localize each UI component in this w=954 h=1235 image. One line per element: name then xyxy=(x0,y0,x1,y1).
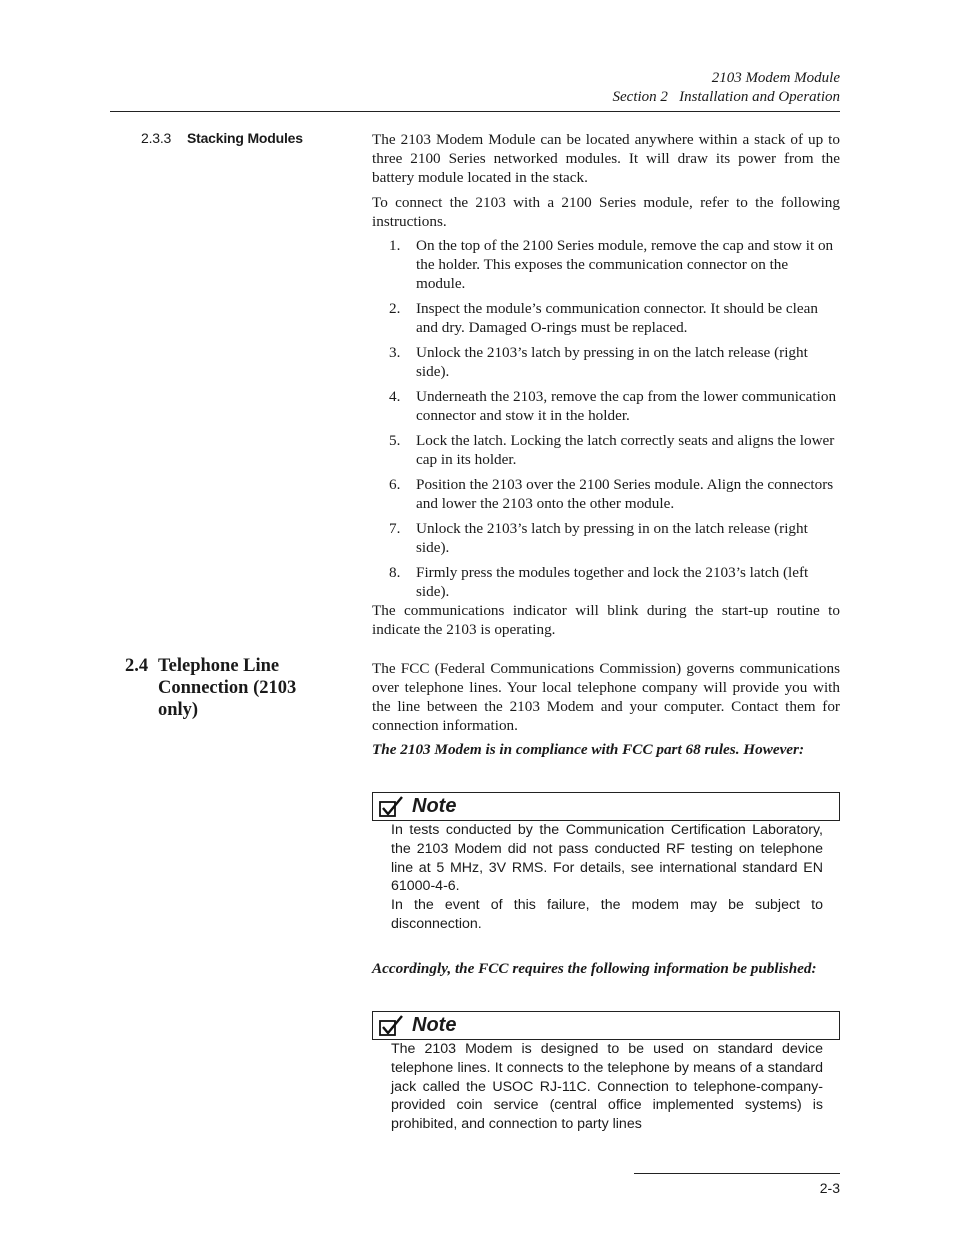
step-text: On the top of the 2100 Series module, remove the cap and stow it on the holder. This exposes the communication connector on the module. xyxy=(416,237,834,292)
list-item xyxy=(389,299,841,337)
note-content xyxy=(391,1040,823,1134)
step-number: 7. xyxy=(389,520,401,537)
header-section-title: Section 2 Installation and Operation xyxy=(612,89,840,105)
paragraph-text: The communications indicator will blink during the start-up routine to indicate the 2103 is operating. xyxy=(372,602,840,638)
step-number: 1. xyxy=(389,237,401,254)
running-header xyxy=(613,69,840,107)
note-paragraph: The 2103 Modem is designed to be used on standard device telephone lines. It connects to the telephone by means of a standard jack called the USOC RJ-11C. Connection to telephone-company-provided coin service (central office implemented systems) is prohibited, and connection to party lines xyxy=(391,1041,823,1133)
subsection-number: 2.3.3 xyxy=(141,130,172,146)
list-item xyxy=(389,519,841,557)
paragraph-text: The FCC (Federal Communications Commission) governs communications over telephone lines. Your local telephone company will provide you with the line between the 2103 Modem and your computer. Contact them for connection information. xyxy=(372,660,840,734)
paragraph-text: To connect the 2103 with a 2100 Series module, refer to the following instructions. xyxy=(372,194,840,230)
list-item xyxy=(389,343,841,381)
step-number: 3. xyxy=(389,344,401,361)
section-heading-telephone-line xyxy=(125,655,330,721)
step-number: 5. xyxy=(389,432,401,449)
list-item xyxy=(389,431,841,469)
page-number: 2-3 xyxy=(819,1180,840,1196)
paragraph-text: The 2103 Modem Module can be located anywhere within a stack of up to three 2100 Series networked modules. It will draw its power from the battery module located in the stack. xyxy=(372,131,840,186)
list-item xyxy=(389,475,841,513)
fcc-intro-paragraph xyxy=(372,659,840,735)
checkbox-check-icon xyxy=(378,796,404,818)
step-number: 8. xyxy=(389,564,401,581)
note-box xyxy=(372,792,840,821)
step-text: Firmly press the modules together and lock the 2103’s latch (left side). xyxy=(416,564,809,600)
note-paragraph: In tests conducted by the Communication Certification Laboratory, the 2103 Modem did not pass conducted RF testing on telephone line at 5 MHz, 3V RMS. For details, see international standard EN 61000-4-6. xyxy=(391,822,823,895)
list-item xyxy=(389,236,841,293)
step-text: Unlock the 2103’s latch by pressing in on the latch release (right side). xyxy=(416,520,808,556)
footer-divider xyxy=(634,1173,840,1174)
indicator-paragraph xyxy=(372,601,840,639)
list-item xyxy=(389,563,841,601)
section-title: Telephone Line Connection (2103 only) xyxy=(158,656,297,720)
section-number: 2.4 xyxy=(125,656,149,676)
step-text: Position the 2103 over the 2100 Series module. Align the connectors and lower the 2103 onto the other module. xyxy=(416,476,834,512)
note-paragraph: In the event of this failure, the modem may be subject to disconnection. xyxy=(391,897,823,932)
stacking-instructions-intro xyxy=(372,193,840,231)
note-box xyxy=(372,1011,840,1040)
step-text: Underneath the 2103, remove the cap from the lower communication connector and stow it in the holder. xyxy=(416,388,837,424)
header-divider xyxy=(110,111,840,112)
step-text: Lock the latch. Locking the latch correctly seats and aligns the lower cap in its holder. xyxy=(416,432,835,468)
step-number: 2. xyxy=(389,300,401,317)
step-number: 6. xyxy=(389,476,401,493)
step-number: 4. xyxy=(389,388,401,405)
fcc-compliance-statement xyxy=(372,740,840,759)
paragraph-text: Accordingly, the FCC requires the following information be published: xyxy=(372,960,817,977)
note-content xyxy=(391,821,823,934)
step-text: Unlock the 2103’s latch by pressing in on the latch release (right side). xyxy=(416,344,808,380)
list-item xyxy=(389,387,841,425)
stacking-steps-list xyxy=(389,236,841,607)
note-label: Note xyxy=(412,1014,457,1036)
fcc-publish-statement xyxy=(372,959,840,978)
paragraph-text: The 2103 Modem is in compliance with FCC part 68 rules. However: xyxy=(372,741,805,758)
note-label: Note xyxy=(412,795,457,817)
subsection-heading-stacking-modules xyxy=(141,130,303,146)
step-text: Inspect the module’s communication connector. It should be clean and dry. Damaged O-rings must be replaced. xyxy=(416,300,818,336)
subsection-title: Stacking Modules xyxy=(187,130,303,146)
stacking-intro-paragraph xyxy=(372,130,840,187)
checkbox-check-icon xyxy=(378,1015,404,1037)
header-document-title: 2103 Modem Module xyxy=(711,70,840,86)
